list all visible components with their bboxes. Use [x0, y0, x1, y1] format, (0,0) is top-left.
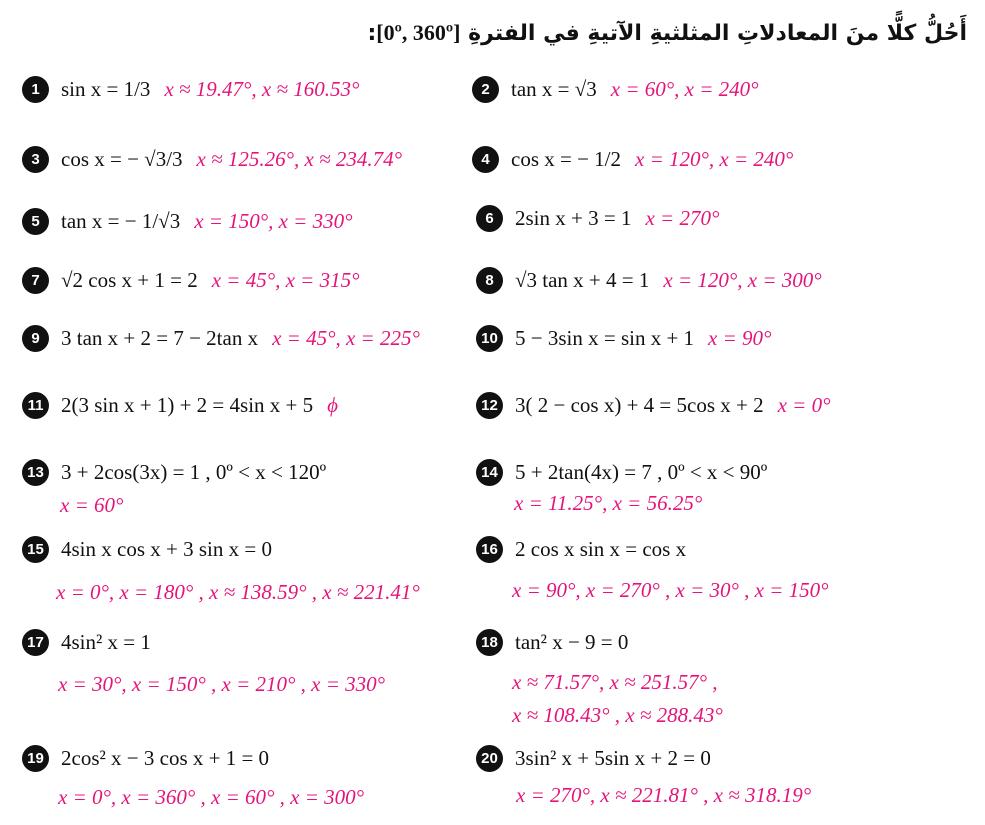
problem-answer: x = 150°, x = 330°: [194, 208, 353, 233]
problem-equation: 4sin x cos x + 3 sin x = 0: [61, 536, 272, 561]
problem-equation: 5 + 2tan(4x) = 7 , 0º < x < 90º: [515, 459, 768, 484]
problem-equation: sin x = 1/3: [61, 76, 151, 101]
problem-equation: 3sin² x + 5sin x + 2 = 0: [515, 745, 711, 770]
problem-number-badge: 16: [476, 536, 503, 563]
problem-equation: 2sin x + 3 = 1: [515, 205, 632, 230]
problem-3: [22, 142, 402, 176]
problem-equation: 2cos² x − 3 cos x + 1 = 0: [61, 745, 270, 770]
problem-9: [22, 321, 420, 355]
problem-answer: x ≈ 125.26°, x ≈ 234.74°: [196, 146, 403, 171]
problem-answer: x = 45°, x = 315°: [211, 267, 360, 292]
problem-number-badge: 13: [22, 459, 49, 486]
problem-19-answer: x = 0°, x = 360° , x = 60° , x = 300°: [58, 785, 365, 809]
problem-number-badge: 19: [22, 745, 49, 772]
problem-equation: 3 tan x + 2 = 7 − 2tan x: [61, 325, 259, 350]
problem-5: [22, 204, 352, 238]
problem-18: [476, 625, 628, 659]
problem-17: [22, 625, 151, 659]
problem-19: [22, 741, 269, 775]
problem-number-badge: 5: [22, 208, 49, 235]
problem-number-badge: 6: [476, 205, 503, 232]
problem-equation: tan² x − 9 = 0: [515, 629, 629, 654]
problem-number-badge: 12: [476, 392, 503, 419]
problem-4: [472, 142, 793, 176]
title-interval: [0º, 360º]: [376, 20, 461, 45]
problem-number-badge: 17: [22, 629, 49, 656]
problem-13: [22, 455, 326, 489]
problem-answer: x = 0°: [777, 392, 831, 417]
problem-20-answer: x = 270°, x ≈ 221.81° , x ≈ 318.19°: [516, 783, 812, 807]
problem-equation: tan x = − 1/√3: [61, 208, 181, 233]
problem-equation: 2 cos x sin x = cos x: [515, 536, 687, 561]
problem-16: [476, 532, 686, 566]
problem-8: [476, 263, 822, 297]
problem-15: [22, 532, 272, 566]
problem-number-badge: 18: [476, 629, 503, 656]
problem-number-badge: 1: [22, 76, 49, 103]
problem-number-badge: 20: [476, 745, 503, 772]
problem-number-badge: 10: [476, 325, 503, 352]
problem-15-answer: x = 0°, x = 180° , x ≈ 138.59° , x ≈ 221.41°: [56, 580, 420, 604]
problem-equation: 3( 2 − cos x) + 4 = 5cos x + 2: [515, 392, 764, 417]
problem-answer: x = 45°, x = 225°: [272, 325, 420, 350]
problem-1: [22, 72, 359, 106]
problem-number-badge: 7: [22, 267, 49, 294]
problem-number-badge: 4: [472, 146, 499, 173]
problem-answer: x = 90°: [708, 325, 772, 350]
problem-18-answer: x ≈ 71.57°, x ≈ 251.57° ,: [512, 670, 718, 694]
problem-2: [472, 72, 759, 106]
title-text: أَحُلُّ كلًّا منَ المعادلاتِ المثلثيةِ الآتيةِ في الفترةِ: [468, 21, 967, 46]
problem-answer: x = 120°, x = 240°: [635, 146, 794, 171]
problem-17-answer: x = 30°, x = 150° , x = 210° , x = 330°: [58, 672, 386, 696]
problem-6: [476, 201, 719, 235]
problem-14-answer: x = 11.25°, x = 56.25°: [514, 491, 703, 515]
problem-answer: x = 270°: [645, 205, 720, 230]
problem-number-badge: 3: [22, 146, 49, 173]
problem-11: [22, 388, 338, 422]
problem-number-badge: 15: [22, 536, 49, 563]
page-title: [367, 20, 967, 46]
problem-equation: cos x = − √3/3: [61, 146, 183, 171]
problem-answer: ϕ: [327, 392, 338, 417]
problem-14: [476, 455, 767, 489]
problem-equation: 5 − 3sin x = sin x + 1: [515, 325, 695, 350]
problem-number-badge: 8: [476, 267, 503, 294]
problem-7: [22, 263, 360, 297]
problem-answer: x = 60°, x = 240°: [610, 76, 759, 101]
problem-number-badge: 14: [476, 459, 503, 486]
problem-equation: 3 + 2cos(3x) = 1 , 0º < x < 120º: [61, 459, 327, 484]
problem-answer: x ≈ 19.47°, x ≈ 160.53°: [164, 76, 360, 101]
title-colon: :: [367, 21, 377, 46]
problem-number-badge: 2: [472, 76, 499, 103]
problem-equation: √3 tan x + 4 = 1: [515, 267, 650, 292]
problem-13-answer: x = 60°: [60, 493, 124, 517]
problem-equation: cos x = − 1/2: [511, 146, 622, 171]
problem-16-answer: x = 90°, x = 270° , x = 30° , x = 150°: [512, 578, 829, 602]
problem-number-badge: 9: [22, 325, 49, 352]
problem-equation: tan x = √3: [511, 76, 597, 101]
problem-20: [476, 741, 711, 775]
problem-equation: 2(3 sin x + 1) + 2 = 4sin x + 5: [61, 392, 314, 417]
problem-number-badge: 11: [22, 392, 49, 419]
problem-equation: 4sin² x = 1: [61, 629, 151, 654]
problem-10: [476, 321, 771, 355]
problem-12: [476, 388, 831, 422]
problem-answer: x = 120°, x = 300°: [663, 267, 822, 292]
problem-equation: √2 cos x + 1 = 2: [61, 267, 198, 292]
problem-18-answer-line-2: x ≈ 108.43° , x ≈ 288.43°: [512, 703, 723, 727]
